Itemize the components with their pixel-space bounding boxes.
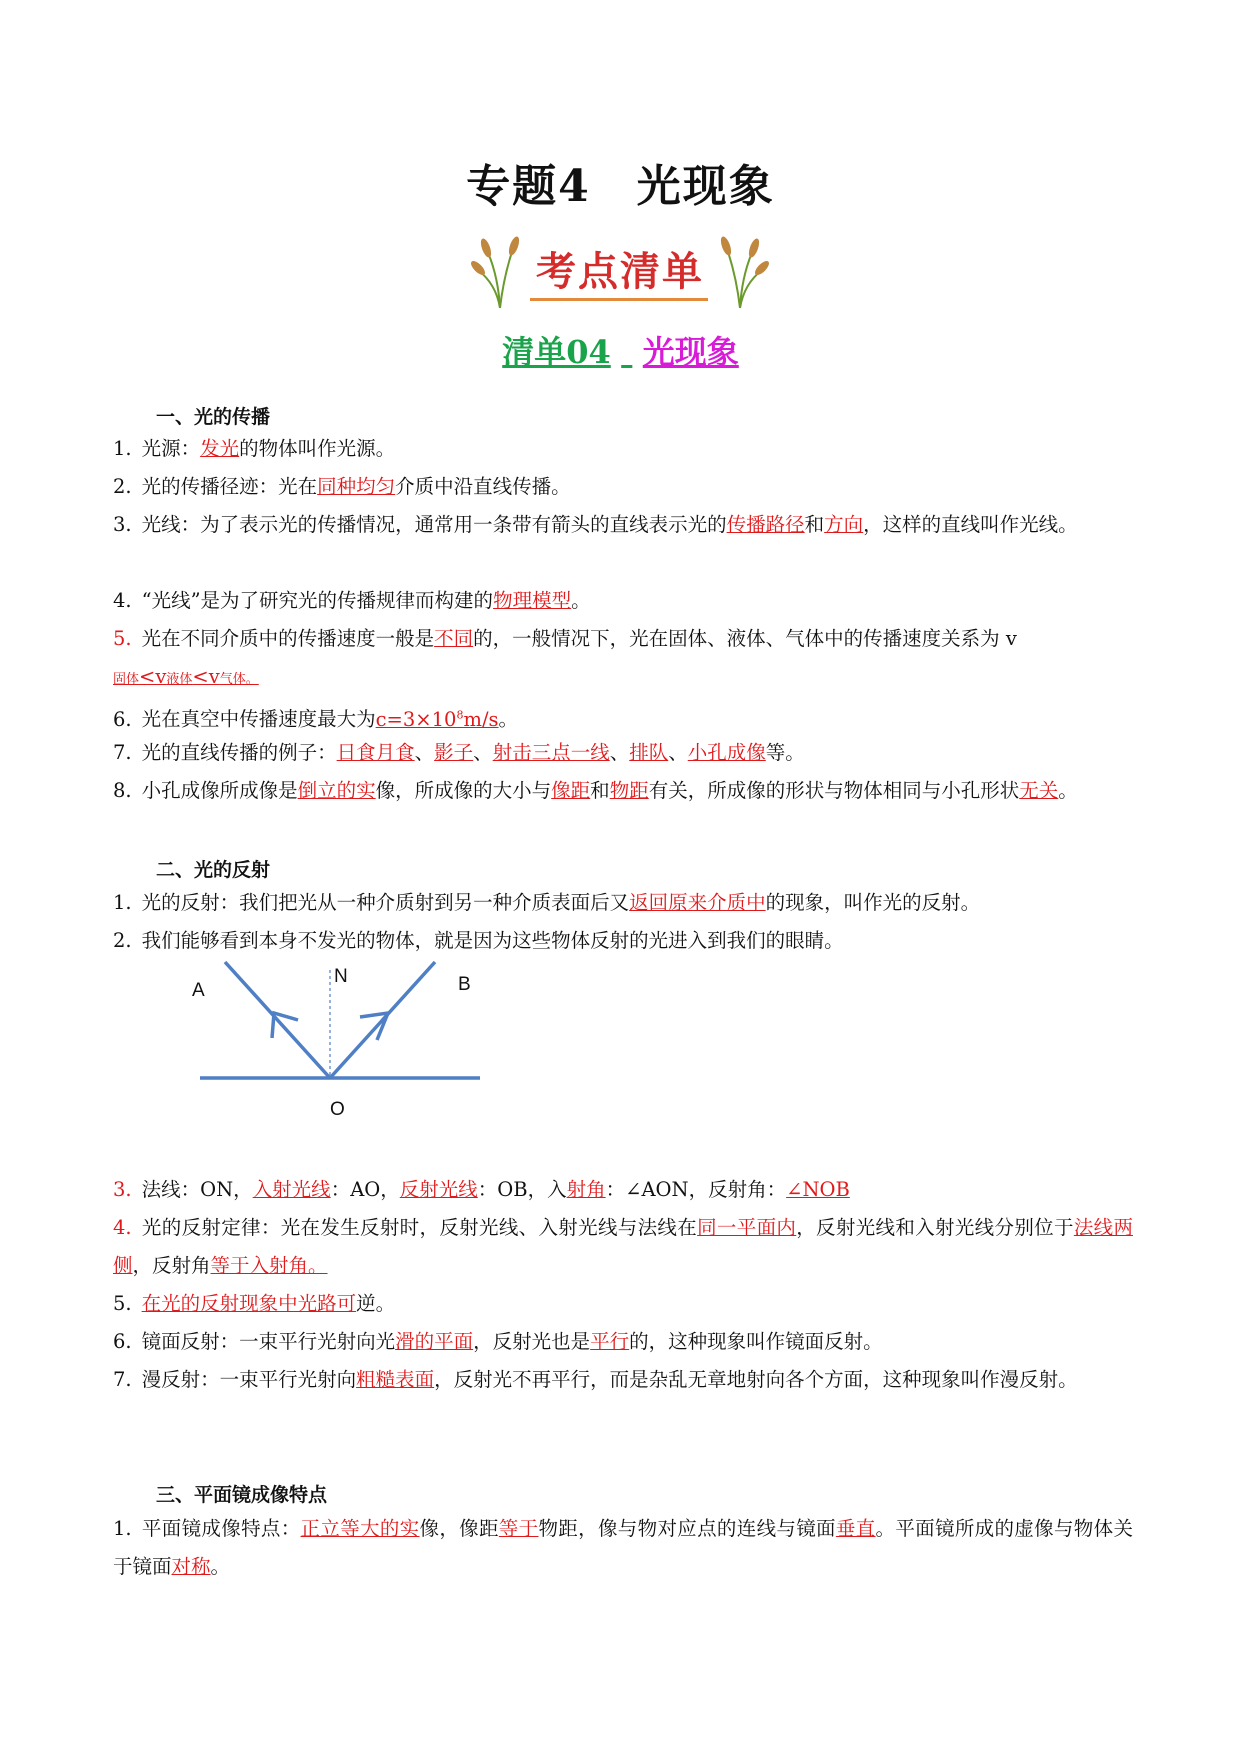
wheat-right-icon [710, 234, 770, 310]
label-b: B [458, 974, 471, 995]
wheat-left-icon [470, 234, 530, 310]
s2-item-5: 5. 在光的反射现象中光路可逆。 [113, 1292, 396, 1315]
s2-item-6: 6. 镜面反射：一束平行光射向光滑的平面，反射光也是平行的，这种现象叫作镜面反射。 [113, 1330, 883, 1353]
section-subtitle: 清单04 光现象 [502, 333, 739, 371]
s1-item-5: 5. 光在不同介质中的传播速度一般是不同的，一般情况下，光在固体、液体、气体中的传播速度关系为 v 固体<v液体<v气体。 [113, 627, 1017, 688]
label-o: O [330, 1099, 345, 1120]
s1-item-1: 1. 光源：发光的物体叫作光源。 [113, 437, 396, 460]
banner [470, 234, 770, 310]
s1-item-8: 8. 小孔成像所成像是倒立的实像，所成像的大小与像距和物距有关，所成像的形状与物体相同与小孔形状无关。 [113, 779, 1078, 802]
banner-text: 考点清单 [536, 249, 704, 295]
s1-item-2: 2. 光的传播径迹：光在同种均匀介质中沿直线传播。 [113, 475, 571, 498]
s1-item-7: 7. 光的直线传播的例子：日食月食、影子、射击三点一线、排队、小孔成像等。 [113, 741, 805, 764]
s2-item-2: 2. 我们能够看到本身不发光的物体，就是因为这些物体反射的光进入到我们的眼睛。 [113, 929, 844, 952]
s2-item-1: 1. 光的反射：我们把光从一种介质射到另一种介质表面后又返回原来介质中的现象，叫作光的反射。 [113, 891, 981, 914]
s1-item-3: 3. 光线：为了表示光的传播情况，通常用一条带有箭头的直线表示光的传播路径和方向，这样的直线叫作光线。 [113, 513, 1078, 536]
s1-item-6: 6. 光在真空中传播速度最大为$c=3\times 10^8m/s$。 [113, 707, 519, 731]
s2-item-4: 4. 光的反射定律：光在发生反射时，反射光线、入射光线与法线在同一平面内，反射光线和入射光线分别位于法线两侧，反射角等于入射角。 [113, 1216, 1133, 1277]
reflection-diagram [190, 952, 490, 1122]
heading-light-propagation: 一、光的传播 [156, 406, 271, 428]
label-n: N [334, 966, 348, 987]
s1-item-4: 4. “光线”是为了研究光的传播规律而构建的物理模型。 [113, 589, 591, 612]
banner-underline [530, 298, 708, 301]
incident-ray [225, 962, 330, 1078]
s3-item-1: 1. 平面镜成像特点：正立等大的实像，像距等于物距，像与物对应点的连线与镜面垂直。平面镜所成的虚像与物体关于镜面对称。 [113, 1517, 1133, 1578]
label-a: A [192, 980, 205, 1001]
s2-item-3: 3. 法线：ON，入射光线：AO，反射光线：OB，入射角：∠AON，反射角：∠NOB [113, 1178, 850, 1201]
page-title: 专题4 光现象 [466, 161, 775, 212]
heading-plane-mirror: 三、平面镜成像特点 [156, 1484, 328, 1506]
s2-item-7: 7. 漫反射：一束平行光射向粗糙表面，反射光不再平行，而是杂乱无章地射向各个方面，这种现象叫作漫反射。 [113, 1368, 1078, 1391]
heading-light-reflection: 二、光的反射 [156, 859, 271, 881]
